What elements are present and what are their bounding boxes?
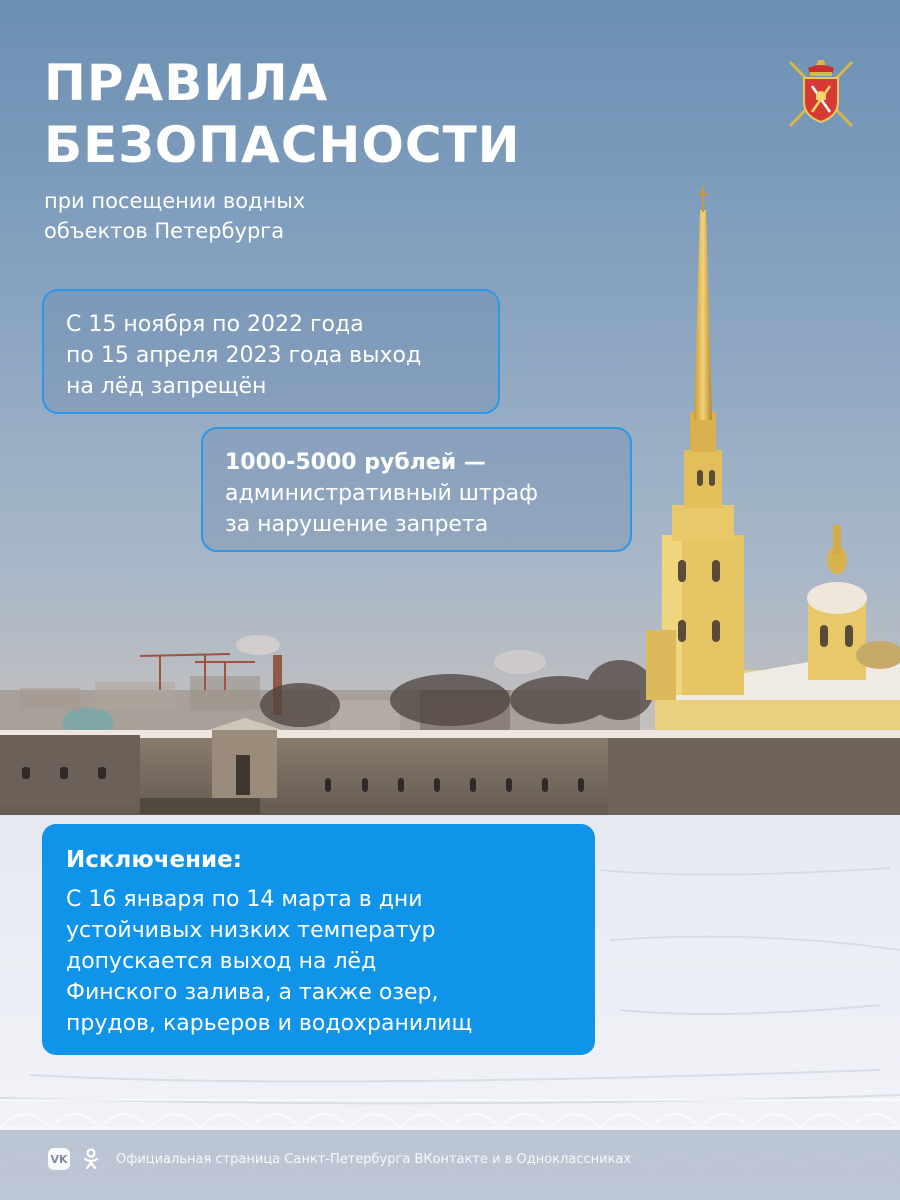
fine-amount: 1000-5000 рублей — — [225, 450, 486, 475]
subtitle-line-2: объектов Петербурга — [44, 219, 285, 243]
title-line-2: БЕЗОПАСНОСТИ — [44, 116, 521, 174]
exception-line-4: Финского залива, а также озер, — [66, 980, 439, 1005]
title-line-1: ПРАВИЛА — [44, 54, 329, 112]
exception-title: Исключение: — [66, 847, 242, 873]
coat-of-arms-icon — [786, 56, 856, 130]
exception-panel — [42, 824, 595, 1055]
ban-line-3: на лёд запрещён — [66, 374, 267, 399]
odnoklassniki-glyph-icon — [83, 1148, 99, 1170]
exception-line-3: допускается выход на лёд — [66, 949, 377, 974]
fine-line-1 — [225, 447, 608, 478]
odnoklassniki-icon[interactable] — [80, 1148, 102, 1170]
cathedral — [646, 186, 900, 730]
fine-line-2: административный штраф — [225, 481, 538, 506]
footer — [48, 1146, 631, 1172]
fine-line-3: за нарушение запрета — [225, 512, 489, 537]
footer-text[interactable]: Официальная страница Санкт-Петербурга ВКонтакте и в Одноклассниках — [116, 1151, 632, 1167]
ban-line-1: С 15 ноября по 2022 года — [66, 312, 364, 337]
subtitle — [44, 186, 464, 246]
exception-line-1: С 16 января по 14 марта в дни — [66, 887, 423, 912]
exception-line-5: прудов, карьеров и водохранилищ — [66, 1011, 473, 1036]
exception-text — [66, 884, 571, 1039]
ban-line-2: по 15 апреля 2023 года выход — [66, 343, 422, 368]
subtitle-line-1: при посещении водных — [44, 189, 306, 213]
vk-icon[interactable]: VK — [48, 1148, 70, 1170]
ice-ban-notice — [42, 289, 500, 414]
page-title — [44, 52, 521, 176]
exception-line-2: устойчивых низких температур — [66, 918, 436, 943]
fine-notice — [201, 427, 632, 552]
